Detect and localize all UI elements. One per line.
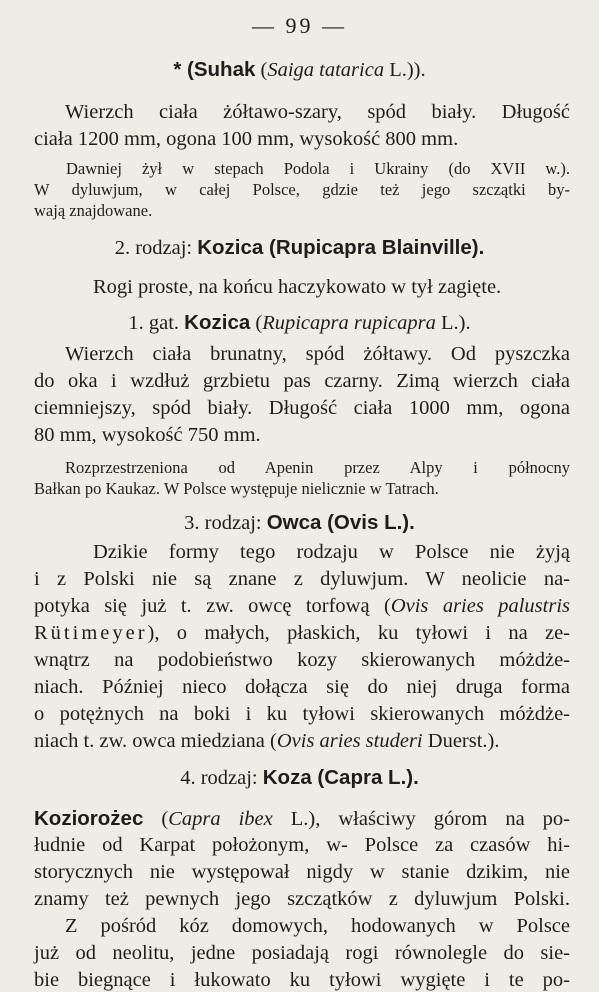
kozica-author: L.). bbox=[435, 312, 471, 334]
species-prefix: 1. gat. bbox=[128, 312, 185, 334]
koza-text-7: bie biegnące i łukowato ku tyłowi wygięte i te po- bbox=[34, 969, 570, 991]
owca-text-1: Dzikie formy tego rodzaju w Polsce nie żyją bbox=[93, 541, 570, 563]
owca-text-4b: ), o małych, płaskich, ku tyłowi i na ze- bbox=[147, 622, 570, 644]
owca-text-2: i z Polski nie są znane z dyluwjum. W neolicie na- bbox=[34, 568, 570, 590]
suhak-desc-1: Wierzch ciała żółtawo-szary, spód biały. Długość bbox=[65, 101, 570, 123]
genus-prefix: 3. rodzaj: bbox=[184, 512, 267, 534]
kozica-desc-1: Wierzch ciała brunatny, spód żółtawy. Od pyszczka bbox=[65, 343, 570, 365]
paren-open: ( bbox=[250, 312, 263, 334]
koza-genus-heading bbox=[0, 766, 599, 790]
capra-ibex-latin: Capra ibex bbox=[168, 808, 273, 830]
kozica-species-name: Kozica bbox=[184, 311, 251, 334]
koza-text-3: storycznych nie występował nigdy w stanie dzikim, nie bbox=[34, 861, 570, 883]
koza-text-1d: L.), właściwy górom na po- bbox=[272, 808, 571, 830]
paren-open: ( bbox=[255, 59, 268, 81]
koziorozec-name: Koziorożec bbox=[34, 807, 144, 830]
koza-text-2: łudnie od Karpat położonym, w- Polsce za czasów hi- bbox=[34, 834, 570, 856]
kozica-desc-4: 80 mm, wysokość 750 mm. bbox=[34, 424, 261, 446]
suhak-note-1: Dawniej żył w stepach Podola i Ukrainy (do XVII w.). bbox=[66, 159, 570, 178]
owca-text-6: niach. Później nieco dołącza się do niej druga forma bbox=[34, 676, 570, 698]
suhak-heading bbox=[0, 58, 599, 82]
owca-genus-heading bbox=[0, 511, 599, 535]
owca-text-8 bbox=[34, 730, 500, 753]
suhak-note-3: wają znajdowane. bbox=[34, 201, 153, 220]
koza-text-4: znamy też pewnych jego szczątków z dyluwjum Polski. bbox=[34, 888, 570, 910]
kozica-desc-3: ciemniejszy, spód biały. Długość ciała 1000 mm, ogona bbox=[34, 397, 570, 419]
koza-text-5: Z pośród kóz domowych, hodowanych w Polsce bbox=[65, 915, 570, 937]
footnote-star: * bbox=[173, 58, 188, 81]
owca-latin-studeri: Ovis aries studeri bbox=[276, 730, 423, 752]
suhak-note-2: W dyluwjum, w całej Polsce, gdzie też jego szczątki by- bbox=[34, 180, 570, 199]
kozica-genus-desc: Rogi proste, na końcu haczykowato w tył zagięte. bbox=[93, 276, 502, 298]
kozica-genus-name: Kozica (Rupicapra Blainville). bbox=[197, 236, 485, 259]
owca-text-3 bbox=[34, 595, 570, 618]
owca-latin-palustris: Ovis aries palustris bbox=[390, 595, 570, 617]
owca-text-5: wnątrz na podobieństwo kozy skierowanych móżdże- bbox=[34, 649, 570, 671]
koza-genus-name: Koza (Capra L.). bbox=[262, 766, 419, 789]
kozica-genus-heading bbox=[0, 236, 599, 260]
koza-text-6: już od neolitu, jedne posiadają rogi równolegle do sie- bbox=[34, 942, 570, 964]
owca-text-8a: niach t. zw. owca miedziana ( bbox=[34, 730, 277, 752]
kozica-latin: Rupicapra rupicapra bbox=[262, 312, 436, 334]
suhak-author: L.)). bbox=[384, 59, 426, 81]
owca-text-3a: potyka się już t. zw. owcę torfową ( bbox=[34, 595, 391, 617]
suhak-name: (Suhak bbox=[187, 58, 256, 81]
author-rutimeyer: Rütimeyer bbox=[34, 622, 148, 644]
kozica-desc-2: do oka i wzdłuż grzbietu pas czarny. Zimą wierzch ciała bbox=[34, 370, 570, 392]
suhak-latin: Saiga tatarica bbox=[267, 59, 385, 81]
paren-open: ( bbox=[143, 808, 169, 830]
owca-author-duerst: Duerst.). bbox=[422, 730, 500, 752]
owca-genus-name: Owca (Ovis L.). bbox=[266, 511, 415, 534]
koza-text-1 bbox=[34, 807, 570, 831]
genus-prefix: 4. rodzaj: bbox=[180, 767, 263, 789]
kozica-note-1: Rozprzestrzeniona od Apenin przez Alpy i północny bbox=[65, 458, 570, 477]
kozica-note-2: Bałkan po Kaukaz. W Polsce występuje nielicznie w Tatrach. bbox=[34, 479, 439, 498]
suhak-desc-2: ciała 1200 mm, ogona 100 mm, wysokość 800 mm. bbox=[34, 128, 459, 150]
owca-text-4 bbox=[34, 622, 570, 645]
genus-prefix: 2. rodzaj: bbox=[114, 237, 198, 259]
owca-text-7: o potężnych na boki i ku tyłowi skierowanych móżdże- bbox=[34, 703, 570, 725]
kozica-species-heading bbox=[0, 311, 599, 335]
page-number: — 99 — bbox=[252, 13, 347, 38]
